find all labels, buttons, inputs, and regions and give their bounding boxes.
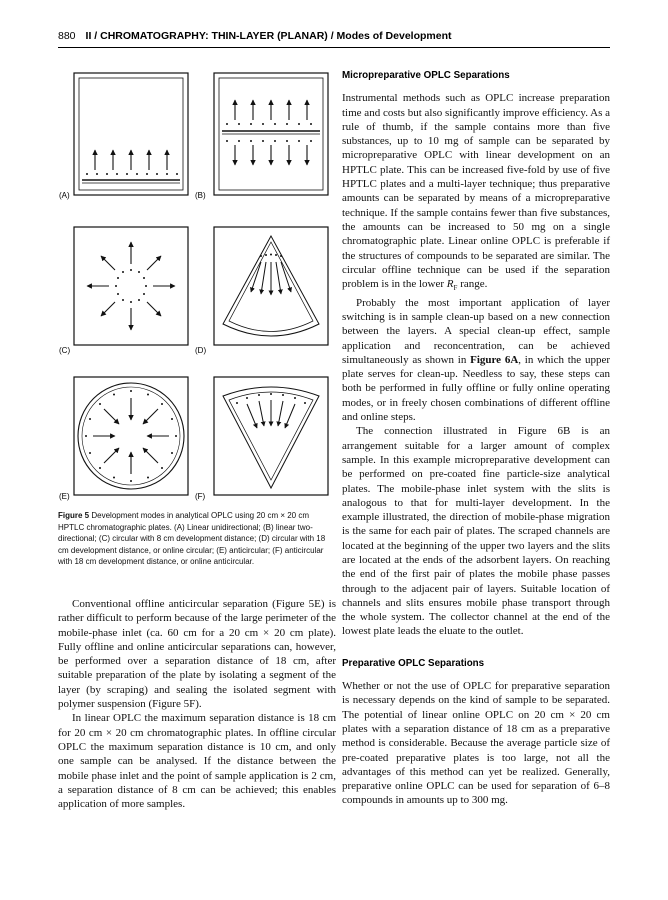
- panel-b-linear-two-directional: [213, 72, 329, 196]
- panel-d-circular-sector: [213, 226, 329, 346]
- panel-label-b: (B): [195, 191, 206, 200]
- paragraph-text: range.: [460, 278, 488, 291]
- paragraph-text: Instrumental methods such as OPLC increase preparation time and costs but also significantly improve efficiency. As a rule of thumb, if the sample contains more than five substances, up to 10 mg of sample can be separated by micropreparative OPLC with linear development on an HPTLC plate. This can be increased five-fold by use of five HPTLC plates and a multi-layer technique; thus preparative amounts can be separated by means of a micropreparative technique. If the sample contains fewer than five substances, the amounts can be increased to 50 mg on a single chromatographic plate. Linear online OPLC is preferable if the structures of compounds to be separated are similar. The circular offline technique can be used if the separation problem is in the lower: [342, 92, 610, 291]
- panel-label-f: (F): [195, 492, 206, 501]
- rf-symbol: R: [446, 278, 454, 291]
- section-heading-micropreparative: Micropreparative OPLC Separations: [342, 70, 510, 81]
- header-rule: [58, 47, 610, 48]
- running-header: [58, 30, 618, 46]
- rf-subscript: F: [453, 284, 458, 293]
- running-title: II / CHROMATOGRAPHY: THIN-LAYER (PLANAR) / Modes of Development: [85, 30, 452, 42]
- paragraph: Whether or not the use of OPLC for preparative separation is necessary depends on the kind of sample to be separated. The potential of linear online OPLC on 20 cm × 20 cm plates with a separation distance of 18 cm as a preparative method is considerable. Because the average particle size of pre-coated preparative plates is too large, not all the advantages of this method can yet be realized. Generally, preparative online OPLC can be used for separation of 6–8 compounds in amounts up to 300 mg.: [342, 680, 610, 807]
- figure-reference: Figure 6A: [470, 353, 519, 366]
- left-column: [58, 597, 336, 811]
- panel-e-anticircular: [73, 376, 189, 496]
- caption-text: Development modes in analytical OPLC using 20 cm × 20 cm HPTLC chromatographic plates. (A) Linear unidirectional; (B) linear two-directional; (C) circular with 8 cm development distance; (D) circular with 18 cm development distance, or online circular; (E) anticircular; (F) anticircular with 18 cm development distance, or online anticircular.: [58, 511, 326, 567]
- panel-label-c: (C): [59, 346, 71, 355]
- panel-label-a: (A): [59, 191, 70, 200]
- panel-c-circular: [73, 226, 189, 346]
- paragraph: [342, 91, 610, 295]
- section-heading-preparative: Preparative OPLC Separations: [342, 657, 485, 669]
- right-column: [342, 69, 610, 808]
- page-number: 880: [58, 30, 76, 42]
- paragraph: [342, 296, 610, 425]
- panel-f-anticircular-sector: [213, 376, 329, 496]
- paragraph: The connection illustrated in Figure 6B is an arrangement suitable for a larger amount of complex sample. In this example micropreparative development can be performed on pre-coated fine particle-size analytical plates. The mobile-phase inlet system with the slits is analogous to that for multi-layer development. In the example illustrated, the direction of mobile-phase migration is the same for each pair of plates. The scraped channels are located at the beginning of the upper two layers and the slits are located at the ends of the adsorbent layers. On reaching the end of the first pair of plates the mobile phase passes through to the adjacent pair of layers. Suitable location of channels and slits ensures mobile phase transport through the whole system. The collector channel at the end of the lowest plate leads the eluate to the outlet.: [342, 425, 610, 638]
- panel-a-linear-unidirectional: [73, 72, 189, 196]
- panel-label-d: (D): [195, 346, 207, 355]
- paragraph-text: Probably the most important application of layer switching is in sample clean-up based on a new connection between the layers. A special clean-up effect, sample application and reconcentration, can be achieved simultaneously as shown in: [342, 296, 610, 366]
- paragraph-text: , in which the upper plate serves for clean-up. Needless to say, these steps can both be performed in fully offline or fully online operating modes, or in freely chosen combinations of different offline and online steps.: [342, 353, 610, 424]
- figure-5-caption: [58, 510, 336, 568]
- panel-label-e: (E): [59, 492, 70, 501]
- paragraph: In linear OPLC the maximum separation distance is 18 cm for 20 cm × 20 cm chromatographic plates. In offline circular OPLC the maximum separation distance is 10 cm, and only one sample can be analysed. If the distance between the mobile phase inlet and the point of sample application is 2 cm, a separation distance of 8 cm can be achieved; this enables application of more samples.: [58, 712, 336, 811]
- caption-label: Figure 5: [58, 511, 90, 520]
- figure-5: [55, 58, 335, 513]
- paragraph: Conventional offline anticircular separation (Figure 5E) is rather difficult to perform because of the large perimeter of the mobile-phase inlet (ca. 60 cm for a 20 cm × 20 cm plate). Fully offline and online anticircular separations can, however, be performed over a separation distance of 18 cm, after suitable preparation of the plate by isolating a segment of the layer (by scraping) and sealing the isolated segment with polymer suspension (Figure 5F).: [58, 598, 336, 711]
